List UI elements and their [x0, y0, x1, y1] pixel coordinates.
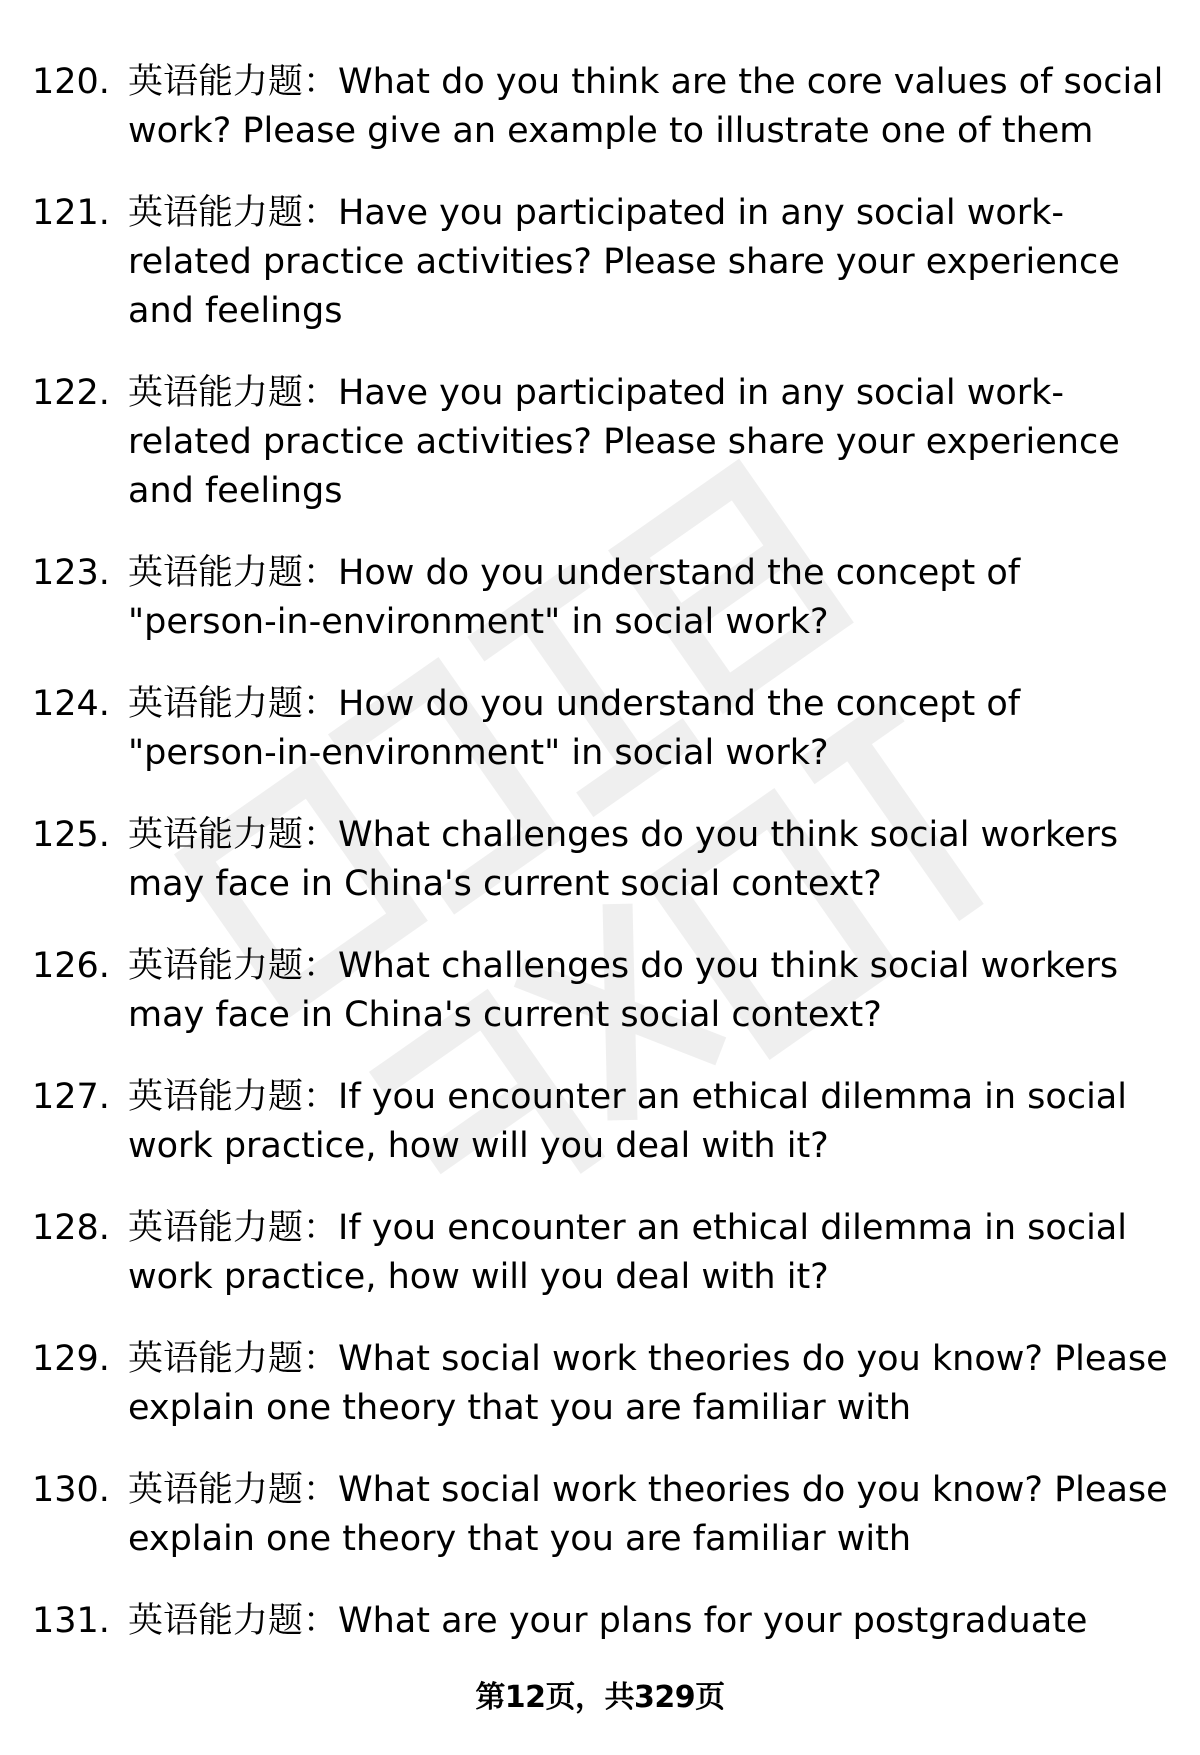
question-item — [0, 811, 1200, 909]
question-list — [0, 58, 1200, 1679]
question-number: 125. — [32, 815, 110, 855]
question-category: 英语能力题： — [128, 815, 339, 855]
question-text: If you encounter an ethical dilemma in social work practice, how will you deal with it? — [128, 1208, 1127, 1297]
question-body — [128, 1335, 1176, 1433]
question-category: 英语能力题： — [128, 373, 339, 413]
page-indicator: 第12页，共329页 — [475, 1680, 725, 1715]
question-number: 121. — [32, 193, 110, 233]
question-category: 英语能力题： — [128, 684, 339, 724]
question-item — [0, 369, 1200, 516]
question-item — [0, 549, 1200, 647]
question-item — [0, 680, 1200, 778]
question-item — [0, 942, 1200, 1040]
question-number: 127. — [32, 1077, 110, 1117]
question-item — [0, 1597, 1200, 1646]
question-text: What are your plans for your postgraduate — [338, 1601, 1088, 1641]
question-number: 129. — [32, 1339, 110, 1379]
question-text: How do you understand the concept of "person-in-environment" in social work? — [128, 684, 1021, 773]
question-body — [128, 549, 1176, 647]
question-item — [0, 1204, 1200, 1302]
question-text: What do you think are the core values of social work? Please give an example to illustrate one of them — [128, 62, 1164, 151]
question-category: 英语能力题： — [128, 62, 339, 102]
question-category: 英语能力题： — [128, 1077, 339, 1117]
question-number: 131. — [32, 1601, 110, 1641]
question-body — [128, 680, 1176, 778]
question-category: 英语能力题： — [128, 1339, 339, 1379]
question-body — [128, 811, 1176, 909]
question-number: 123. — [32, 553, 110, 593]
question-category: 英语能力题： — [128, 946, 339, 986]
question-text: If you encounter an ethical dilemma in social work practice, how will you deal with it? — [128, 1077, 1127, 1166]
question-body — [128, 1204, 1176, 1302]
question-body — [128, 942, 1176, 1040]
question-category: 英语能力题： — [128, 1470, 339, 1510]
question-body — [128, 58, 1176, 156]
question-item — [0, 189, 1200, 336]
question-item — [0, 58, 1200, 156]
question-body — [128, 1597, 1176, 1646]
question-text: Have you participated in any social work-related practice activities? Please share your experience and feelings — [128, 373, 1120, 511]
question-text: Have you participated in any social work-related practice activities? Please share your experience and feelings — [128, 193, 1120, 331]
question-category: 英语能力题： — [128, 1601, 339, 1641]
question-category: 英语能力题： — [128, 193, 339, 233]
question-category: 英语能力题： — [128, 553, 339, 593]
question-item — [0, 1073, 1200, 1171]
question-body — [128, 1073, 1176, 1171]
question-body — [128, 189, 1176, 336]
question-text: How do you understand the concept of "person-in-environment" in social work? — [128, 553, 1021, 642]
question-item — [0, 1466, 1200, 1564]
question-number: 130. — [32, 1470, 110, 1510]
question-body — [128, 1466, 1176, 1564]
question-number: 120. — [32, 62, 110, 102]
question-item — [0, 1335, 1200, 1433]
question-text: What social work theories do you know? Please explain one theory that you are familiar with — [128, 1470, 1168, 1559]
question-text: What challenges do you think social workers may face in China's current social context? — [128, 815, 1119, 904]
question-number: 126. — [32, 946, 110, 986]
question-number: 124. — [32, 684, 110, 724]
question-text: What social work theories do you know? Please explain one theory that you are familiar with — [128, 1339, 1168, 1428]
question-number: 128. — [32, 1208, 110, 1248]
question-number: 122. — [32, 373, 110, 413]
question-body — [128, 369, 1176, 516]
question-category: 英语能力题： — [128, 1208, 339, 1248]
question-text: What challenges do you think social workers may face in China's current social context? — [128, 946, 1119, 1035]
